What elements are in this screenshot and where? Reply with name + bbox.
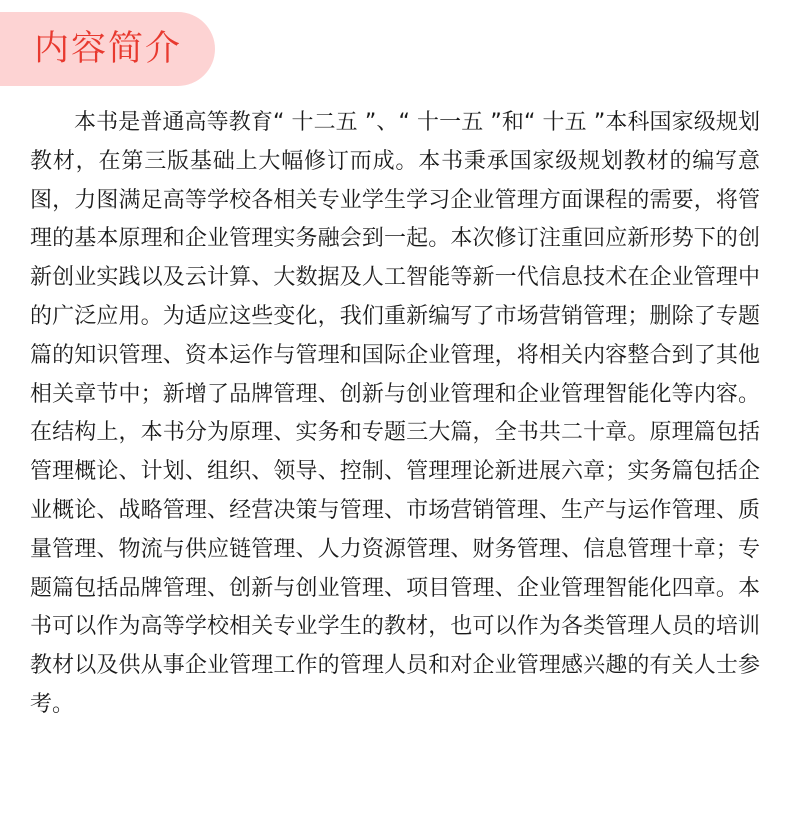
section-title-banner (0, 12, 215, 86)
intro-paragraph: 本书是普通高等教育“ 十二五 ”、“ 十一五 ”和“ 十五 ”本科国家级规划教材，在第三版基础上大幅修订而成。本书秉承国家级规划教材的编写意图，力图满足高等学校各相关专业学生学习企业管理方面课程的需要，将管理的基本原理和企业管理实务融会到一起。本次修订注重回应新形势下的创新创业实践以及云计算、大数据及人工智能等新一代信息技术在企业管理中的广泛应用。为适应这些变化，我们重新编写了市场营销管理；删除了专题篇的知识管理、资本运作与管理和国际企业管理，将相关内容整合到了其他相关章节中；新增了品牌管理、创新与创业管理和企业管理智能化等内容。在结构上，本书分为原理、实务和专题三大篇，全书共二十章。原理篇包括管理概论、计划、组织、领导、控制、管理理论新进展六章；实务篇包括企业概论、战略管理、经营决策与管理、市场营销管理、生产与运作管理、质量管理、物流与供应链管理、人力资源管理、财务管理、信息管理十章；专题篇包括品牌管理、创新与创业管理、项目管理、企业管理智能化四章。本书可以作为高等学校相关专业学生的教材，也可以作为各类管理人员的培训教材以及供从事企业管理工作的管理人员和对企业管理感兴趣的有关人士参考。 (30, 110, 760, 717)
section-title: 内容简介 (34, 28, 183, 69)
